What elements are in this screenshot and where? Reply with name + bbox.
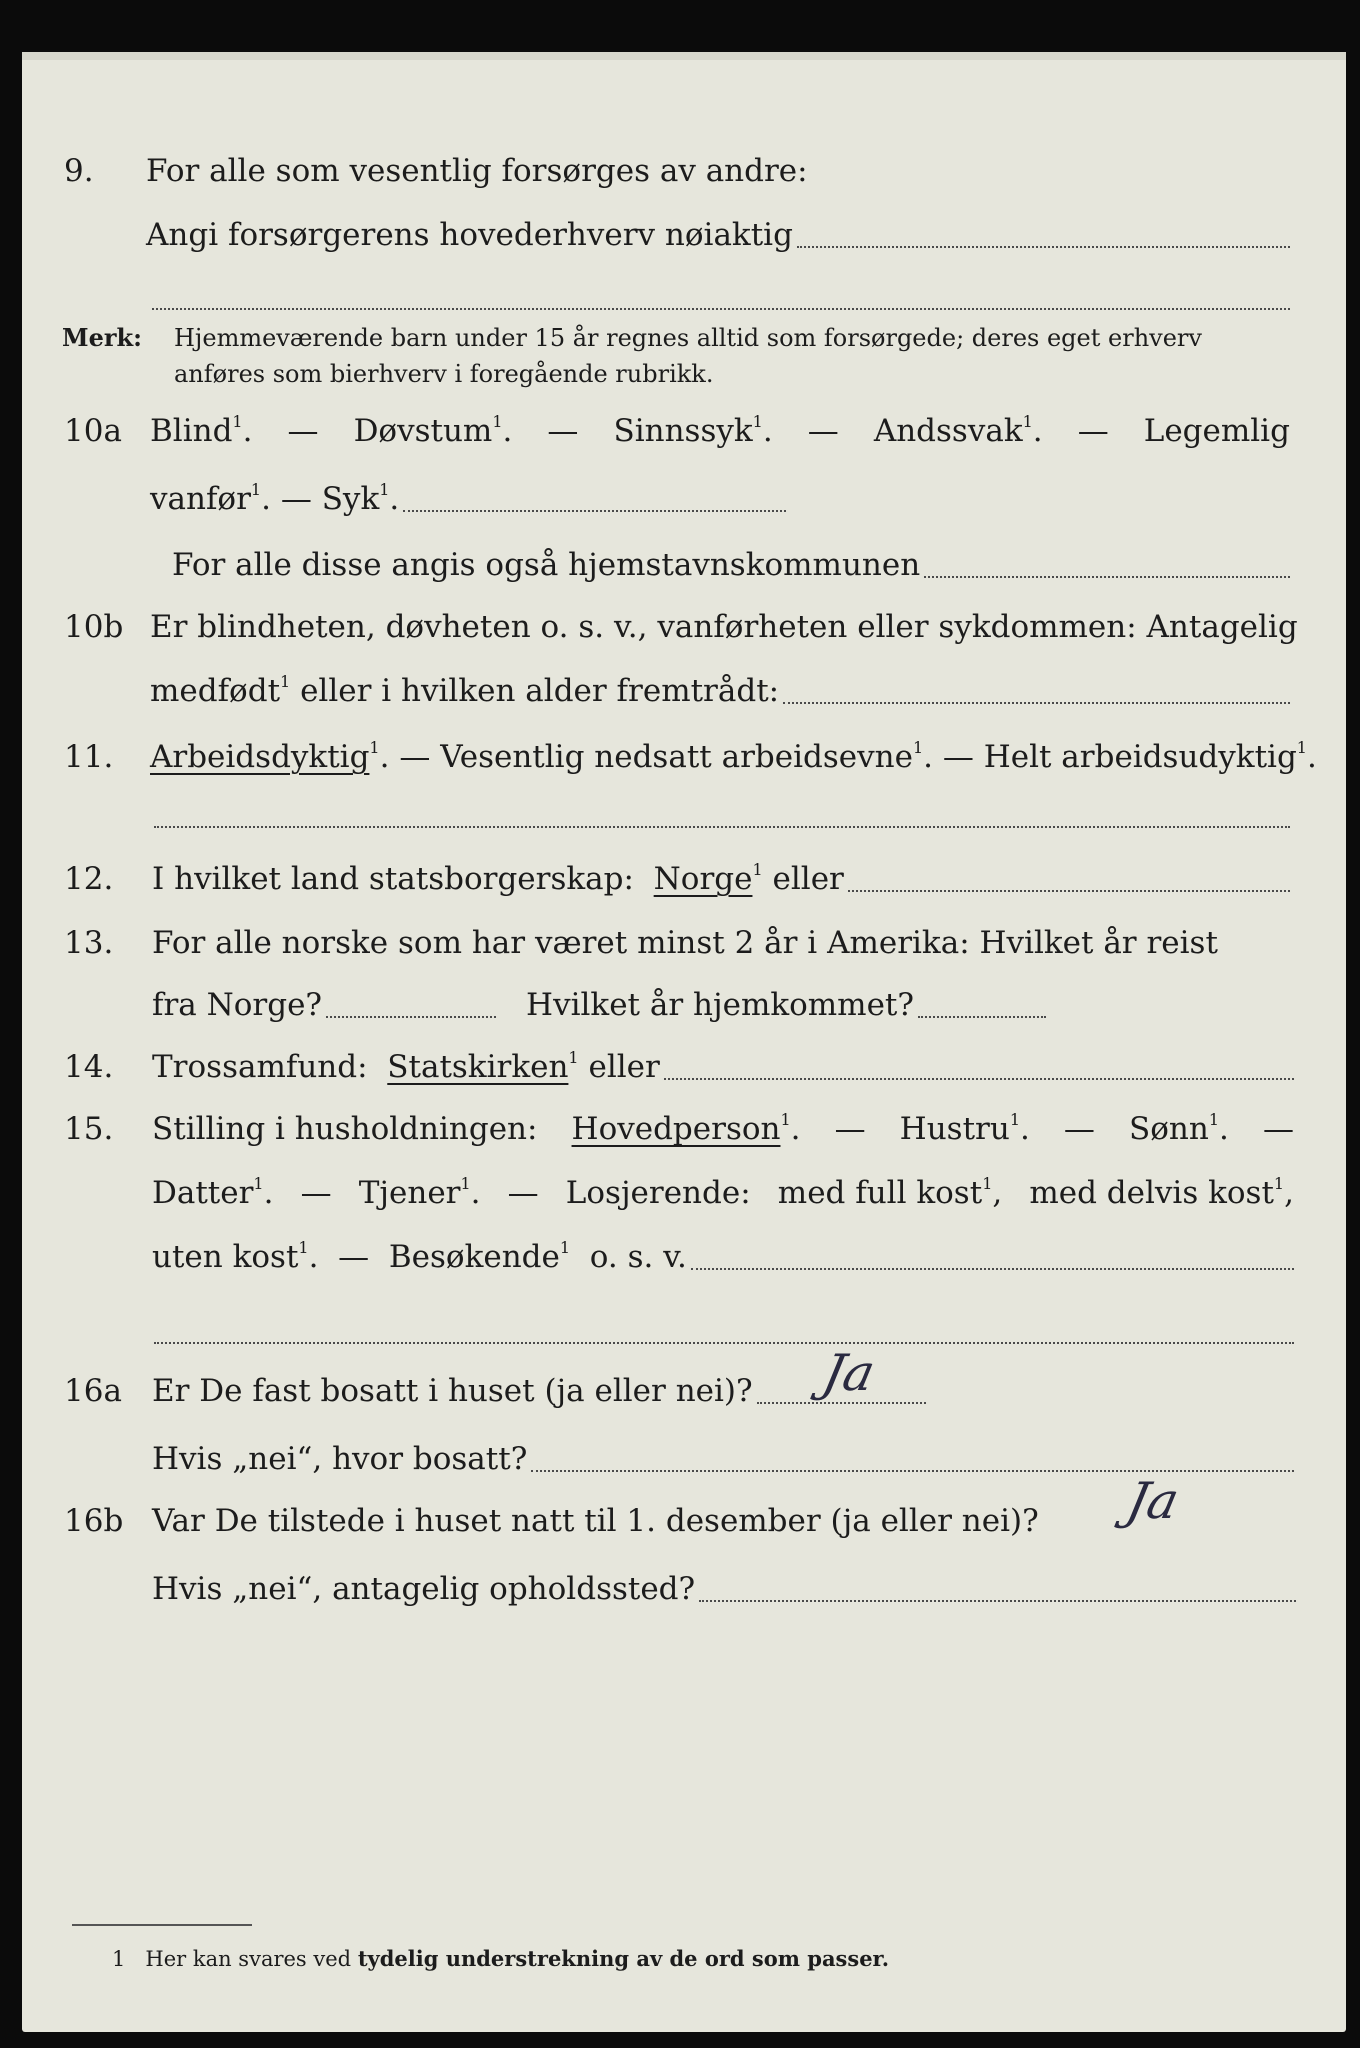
home-municipality-field[interactable] [924,576,1290,578]
question-10b-row: 10b Er blindheten, døvheten o. s. v., vanførheten eller sykdommen: Antagelig [22,604,1346,650]
question-16a-line-2: Hvis „nei“, hvor bosatt? [22,1436,1346,1482]
option-norge[interactable]: Norge [653,861,753,897]
question-number: 16a [64,1373,122,1409]
question-14-row: 14. Trossamfund: Statskirken$^1$ eller [22,1044,1346,1090]
question-number: 10a [64,413,122,449]
question-9-text: For alle som vesentlig forsørges av andre: [146,153,808,189]
option-statskirken[interactable]: Statskirken [387,1049,569,1085]
disability-field[interactable] [403,510,786,512]
question-15-line-2: Datter$^1$. — Tjener$^1$. — Losjerende: med full kost$^1$, med delvis kost$^1$, [152,1174,1294,1211]
option-udyktig[interactable]: Helt arbeidsudyktig [983,739,1297,775]
question-number: 12. [64,861,114,897]
footnote-rule [72,1924,252,1926]
page-top-edge [22,52,1346,60]
handwritten-answer-16b: Ja [1121,1472,1185,1530]
breadwinner-occupation-label: Angi forsørgerens hovederhverv nøiaktig [146,217,793,253]
question-9-line-2 [22,212,1346,258]
whereabouts-field[interactable] [699,1600,1296,1602]
question-10a-row: 10a Blind$^1$. — Døvstum$^1$. — Sinnssyk$^1$. — Andssvak$^1$. — Legemlig [22,408,1346,454]
question-number: 10b [64,609,124,645]
handwritten-answer-16a: Ja [817,1344,881,1402]
question-10b-line-2: medfødt$^1$ eller i hvilken alder fremtrådt: [22,668,1346,714]
question-11-row: 11. Arbeidsdyktig$^1$. — Vesentlig nedsatt arbeidsevne$^1$. — Helt arbeidsudyktig$^1$. [22,734,1346,780]
question-16b-line-2: Hvis „nei“, antagelig opholdssted? [22,1566,1346,1612]
option-nedsatt[interactable]: Vesentlig nedsatt arbeidsevne [440,739,913,775]
question-15-line-3: uten kost$^1$. — Besøkende$^1$ o. s. v. [22,1234,1346,1280]
question-number: 16b [64,1503,124,1539]
year-left-field[interactable] [326,1016,496,1018]
question-13-row: 13. For alle norske som har været minst 2 år i Amerika: Hvilket år reist [22,920,1346,966]
onset-age-field[interactable] [783,702,1290,704]
note-text-line-1: Hjemmeværende barn under 15 år regnes alltid som forsørgede; deres eget erhverv [174,324,1202,352]
option-hovedperson[interactable]: Hovedperson [571,1111,781,1147]
question-15-row: 15. Stilling i husholdningen: Hovedperson$^1$. — Hustru$^1$. — Sønn$^1$. — [22,1106,1346,1152]
question-number: 9. [64,153,94,189]
citizenship-field[interactable] [848,890,1290,892]
year-returned-field[interactable] [918,1016,1046,1018]
census-form-page [22,52,1346,2032]
question-9-extra-line[interactable] [152,308,1290,310]
question-9-row [22,148,1346,194]
breadwinner-occupation-field[interactable] [797,246,1290,248]
question-13-line-2: fra Norge? Hvilket år hjemkommet? [22,982,1346,1028]
question-16b-row: 16b Var De tilstede i huset natt til 1. desember (ja eller nei)? [22,1498,1346,1544]
question-10a-line-2: vanfør$^1$. — Syk$^1$. [22,476,1346,522]
question-12-row: 12. I hvilket land statsborgerskap: Norge$^1$ eller [22,856,1346,902]
note-label: Merk: [62,323,142,352]
note-text-line-2: anføres som bierhverv i foregående rubrikk. [174,360,714,388]
question-15-extra-line[interactable] [154,1342,1294,1344]
question-number: 13. [64,925,114,961]
question-number: 11. [64,739,114,775]
question-number: 14. [64,1049,114,1085]
question-11-extra-line[interactable] [154,826,1290,828]
question-10a-line-3: For alle disse angis også hjemstavnskommunen [22,542,1346,588]
footnote: 1 Her kan svares ved tydelig understrekning av de ord som passer. [112,1946,890,1971]
question-number: 15. [64,1111,114,1147]
permanent-resident-field[interactable] [757,1402,926,1404]
question-16a-row: 16a Er De fast bosatt i huset (ja eller nei)? [22,1368,1346,1414]
religion-field[interactable] [664,1078,1294,1080]
household-position-field[interactable] [691,1268,1294,1270]
option-arbeidsdyktig[interactable]: Arbeidsdyktig [150,739,370,775]
